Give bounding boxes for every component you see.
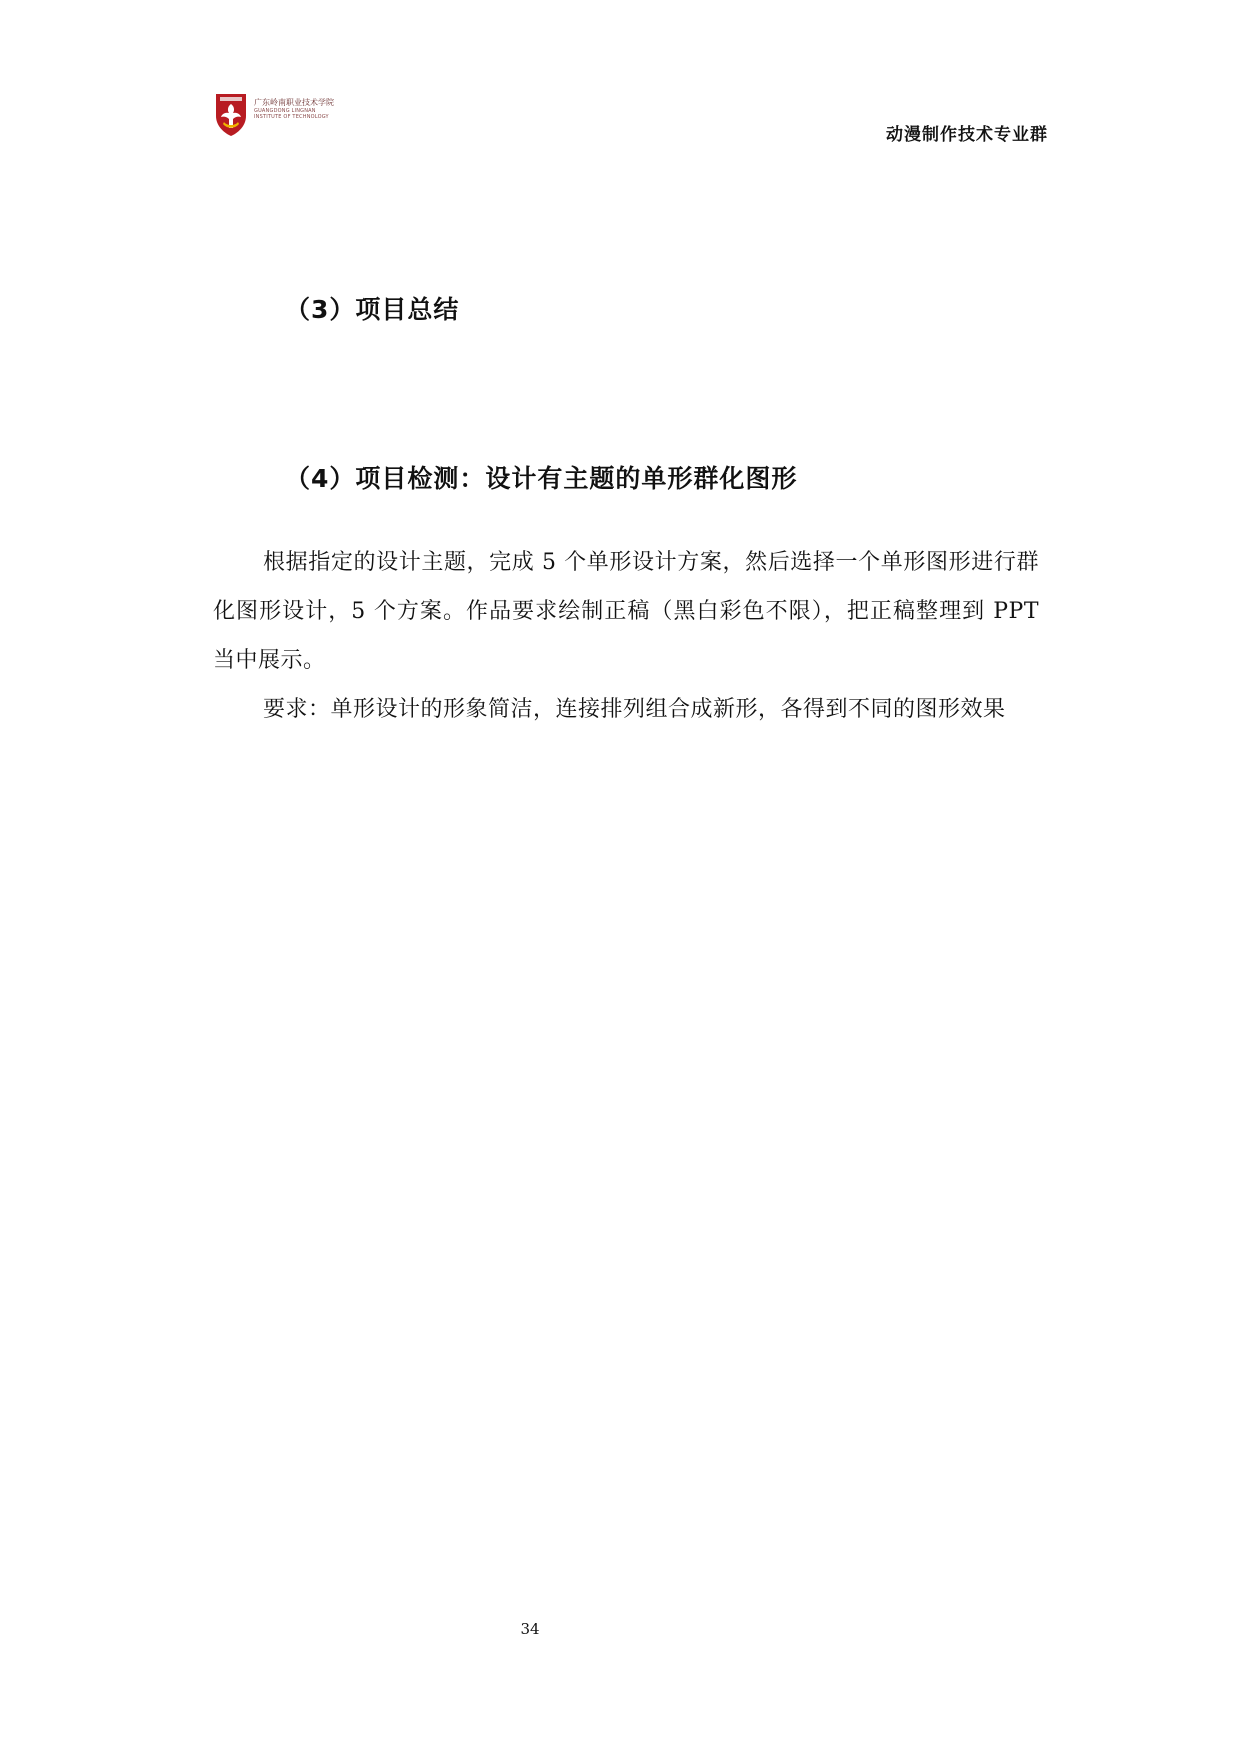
header-title: 动漫制作技术专业群 (886, 125, 1048, 145)
section-3-heading: （3）项目总结 (285, 295, 460, 324)
college-name (254, 98, 350, 120)
college-logo (214, 92, 346, 142)
college-name-en-1: GUANGDONG LINGNAN (254, 108, 316, 114)
section-4-heading: （4）项目检测：设计有主题的单形群化图形 (285, 464, 798, 493)
college-name-en-2: INSTITUTE OF TECHNOLOGY (254, 114, 329, 120)
college-name-cn: 广东岭南职业技术学院 (254, 98, 334, 107)
task-paragraph: 根据指定的设计主题，完成 5 个单形设计方案，然后选择一个单形图形进行群化图形设计，5 个方案。作品要求绘制正稿（黑白彩色不限），把正稿整理到 PPT 当中展示。 (213, 550, 1039, 673)
requirements-paragraph: 要求：单形设计的形象简洁，连接排列组合成新形，各得到不同的图形效果 (263, 697, 1006, 722)
page-number: 34 (520, 1620, 540, 1638)
college-shield-icon (214, 92, 248, 138)
